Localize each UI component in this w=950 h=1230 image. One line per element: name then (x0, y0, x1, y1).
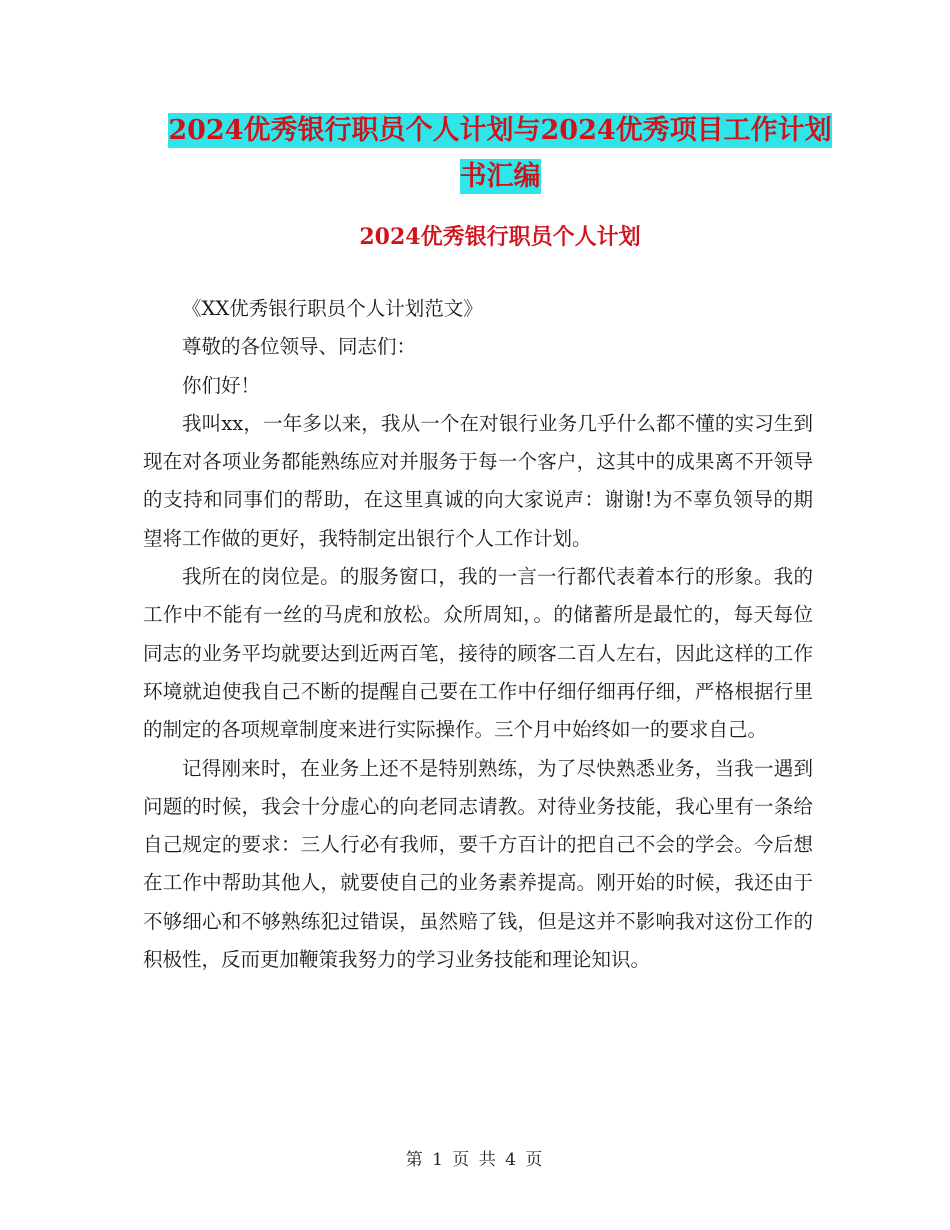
page-footer: 第 1 页 共 4 页 (405, 1150, 545, 1170)
paragraph-greeting: 你们好！ (182, 373, 261, 397)
paragraph-subtitle: 《XX优秀银行职员个人计划范文》 (182, 297, 483, 320)
paragraph-intro: 我叫xx，一年多以来，我从一个在对银行业务几乎什么都不懂的实习生到现在对各项业务都能熟练应对并服务于每一个客户，这其中的成果离不开领导的支持和同事们的帮助，在这里真诚的向大家说声：谢谢!为不辜负领导的期望将工作做的更好，我特制定出银行个人工作计划。 (143, 411, 813, 550)
document-title-line1: 2024优秀银行职员个人计划与2024优秀项目工作计划 (168, 115, 832, 146)
document-title (140, 108, 860, 200)
document-body (143, 290, 813, 979)
section-title: 2024优秀银行职员个人计划 (359, 224, 641, 250)
paragraph-position: 我所在的岗位是。的服务窗口，我的一言一行都代表着本行的形象。我的工作中不能有一丝的马虎和放松。众所周知，。的储蓄所是最忙的，每天每位同志的业务平均就要达到近两百笔，接待的顾客二百人左右，因此这样的工作环境就迫使我自己不断的提醒自己要在工作中仔细仔细再仔细，严格根据行里的制定的各项规章制度来进行实际操作。三个月中始终如一的要求自己。 (143, 565, 813, 742)
paragraph-learning: 记得刚来时，在业务上还不是特别熟练，为了尽快熟悉业务，当我一遇到问题的时候，我会十分虚心的向老同志请教。对待业务技能，我心里有一条给自己规定的要求：三人行必有我师，要千方百计的把自己不会的学会。今后想在工作中帮助其他人，就要使自己的业务素养提高。刚开始的时候，我还由于不够细心和不够熟练犯过错误，虽然赔了钱，但是这并不影响我对这份工作的积极性，反而更加鞭策我努力的学习业务技能和理论知识。 (143, 756, 813, 972)
document-title-line2: 书汇编 (459, 161, 541, 192)
paragraph-salutation: 尊敬的各位领导、同志们： (182, 335, 417, 359)
